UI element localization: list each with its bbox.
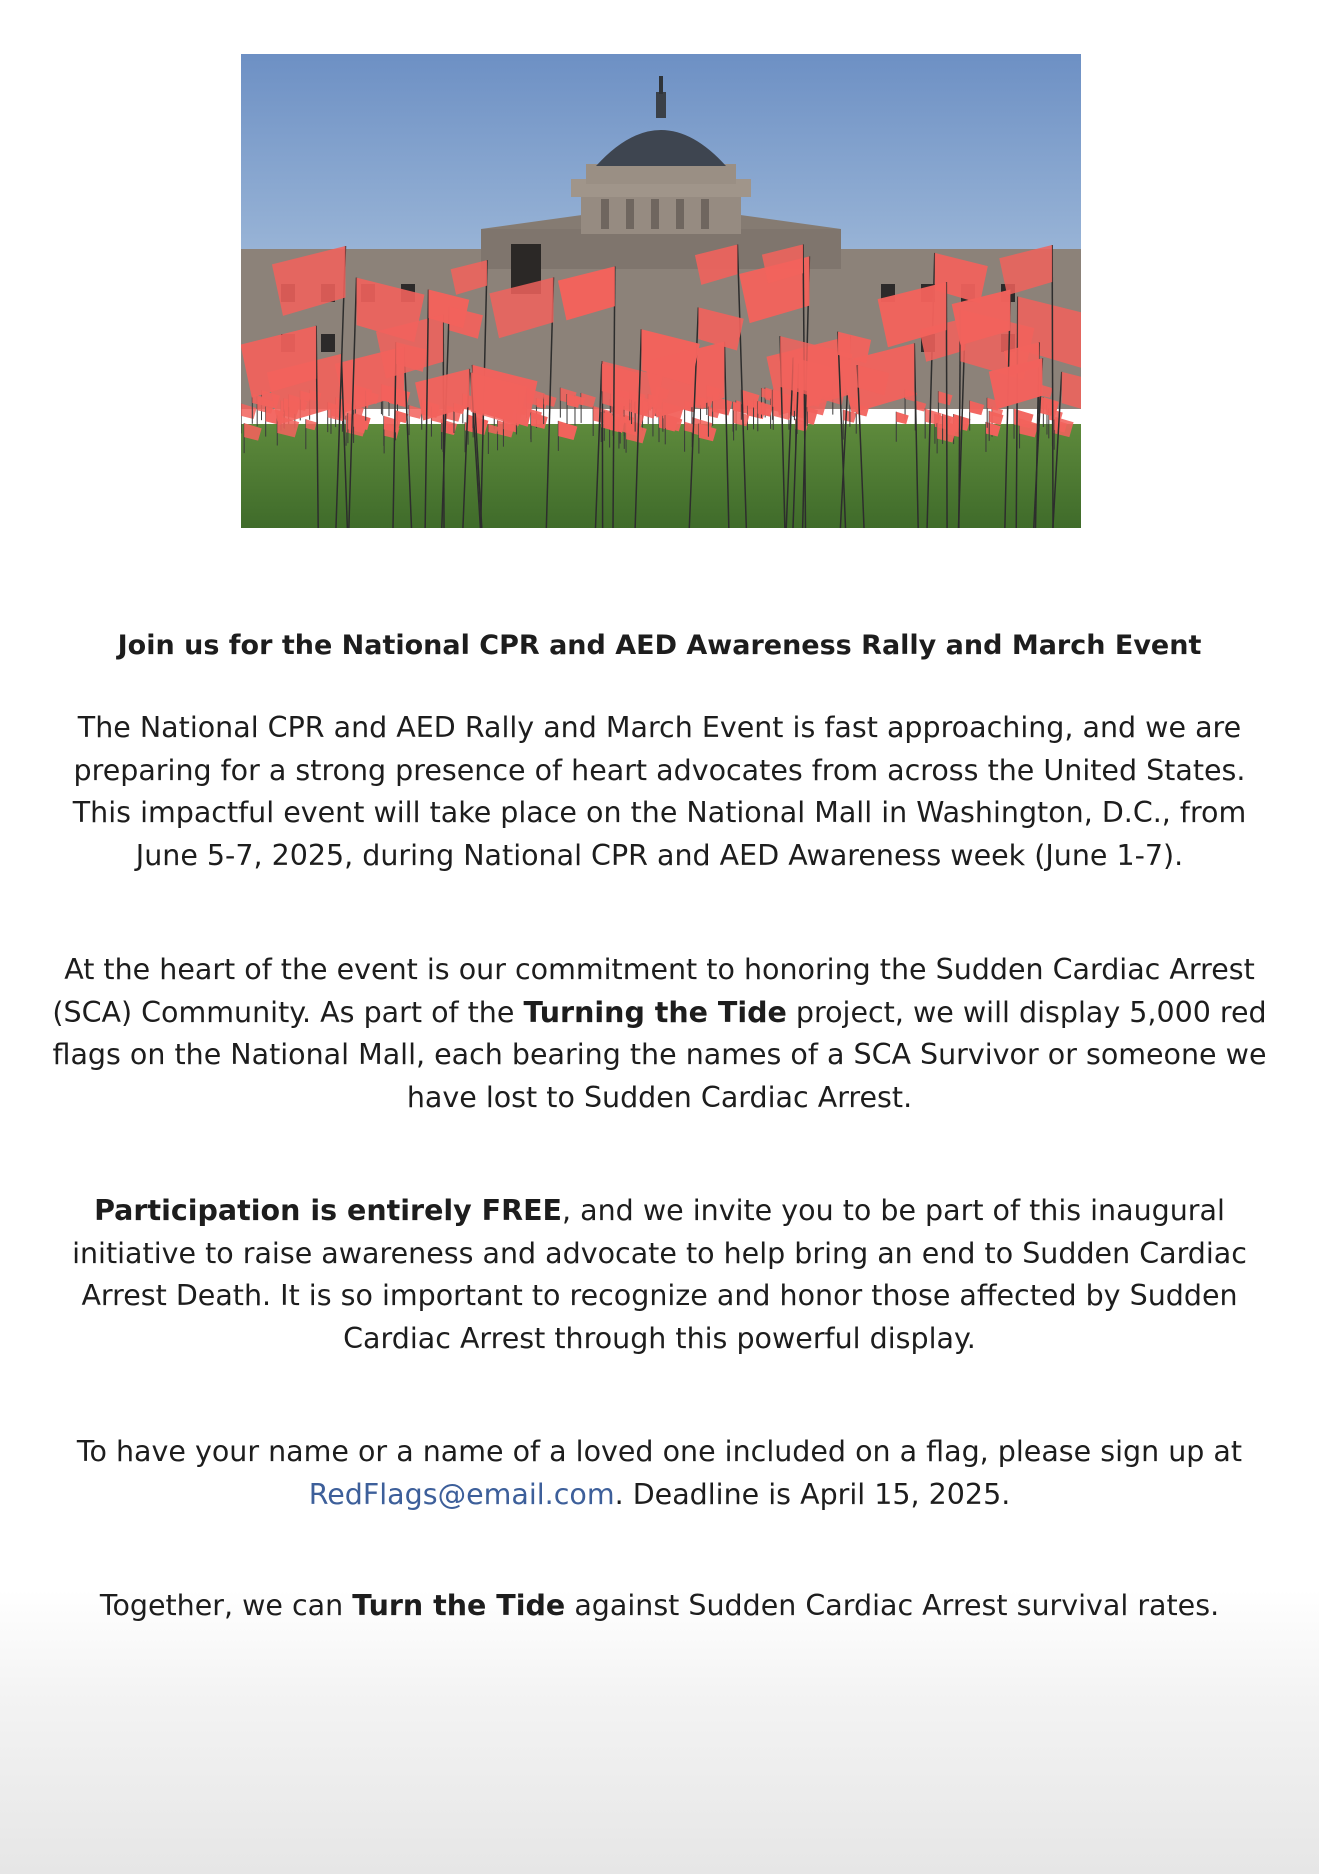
- bold-text: Turning the Tide: [523, 995, 787, 1029]
- paragraph-participation: [40, 1190, 1279, 1360]
- text-span: , and we invite you to be part of this inaugural initiative to raise awareness and advocate to help bring an end to Sudden Cardiac Arrest Death. It is so important to recognize and honor those affected by Sudden Cardiac Arrest through this powerful display.: [72, 1194, 1247, 1355]
- paragraph-turning-the-tide: [40, 949, 1279, 1119]
- bold-text: Turn the Tide: [352, 1589, 566, 1622]
- paragraph-signup: [40, 1431, 1279, 1516]
- text-span: Together, we can: [99, 1589, 353, 1622]
- text-span: To have your name or a name of a loved one included on a flag, please sign up at: [76, 1435, 1243, 1468]
- hero-image: [241, 54, 1081, 528]
- bold-text: Participation is entirely FREE: [94, 1194, 563, 1227]
- text-span: against Sudden Cardiac Arrest survival rates.: [565, 1589, 1220, 1622]
- text-span: At the heart of the event is our commitment to honoring the Sudden Cardiac Arrest (SCA) Community. As part of the: [52, 953, 1255, 1029]
- event-announcement: [40, 624, 1279, 1628]
- paragraph-closing: [40, 1585, 1279, 1628]
- headline: Join us for the National CPR and AED Awareness Rally and March Event: [117, 630, 1202, 661]
- text-span: project, we will display 5,000 red flags on the National Mall, each bearing the names of a SCA Survivor or someone we have lost to Sudden Cardiac Arrest.: [52, 995, 1267, 1114]
- email-link[interactable]: RedFlags@email.com: [308, 1477, 615, 1511]
- paragraph-event-details: The National CPR and AED Rally and March Event is fast approaching, and we are preparing for a strong presence of heart advocates from across the United States. This impactful event will take place on the National Mall in Washington, D.C., from June 5-7, 2025, during National CPR and AED Awareness week (June 1-7).: [72, 711, 1247, 872]
- text-span: . Deadline is April 15, 2025.: [614, 1477, 1011, 1511]
- grass: [241, 424, 1081, 528]
